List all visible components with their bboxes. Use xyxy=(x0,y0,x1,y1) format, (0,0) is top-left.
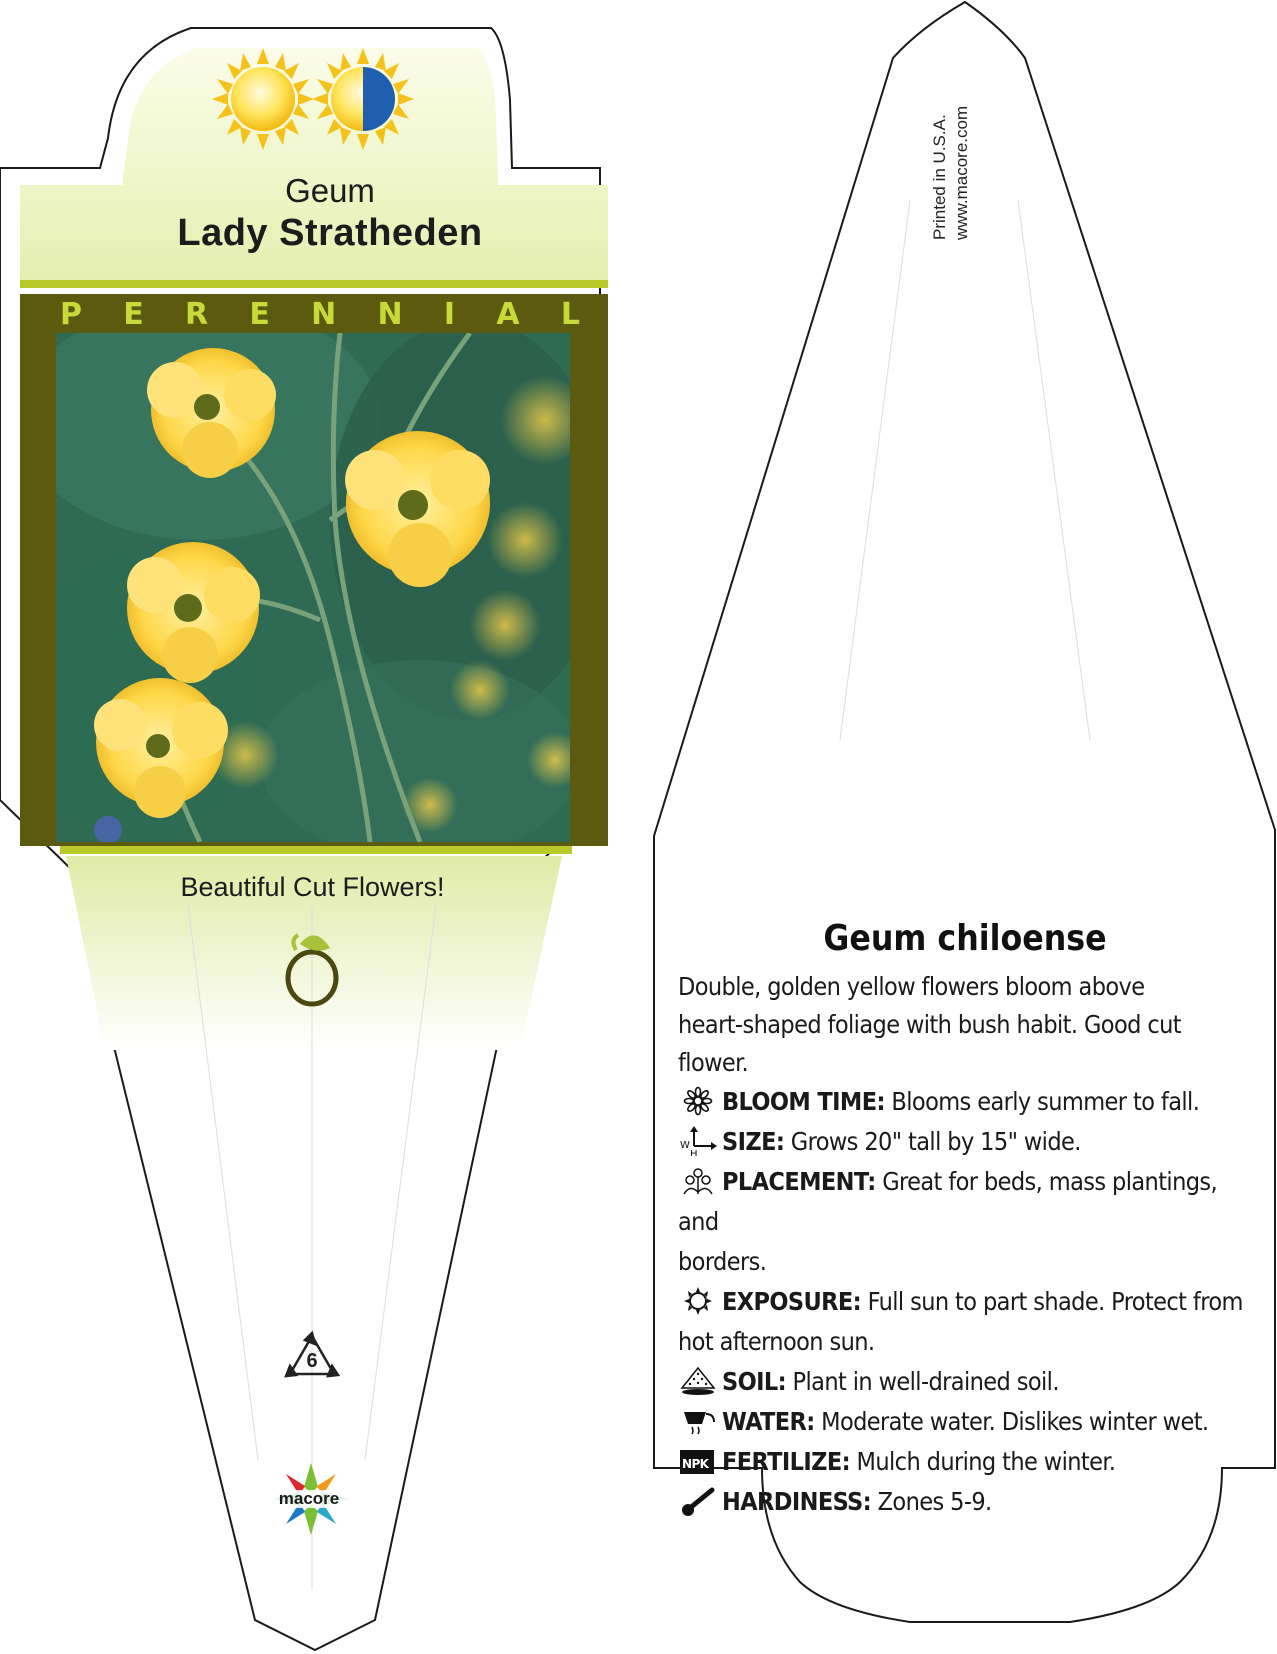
recycle-code: 6 xyxy=(306,1350,318,1372)
description-line: heart-shaped foliage with bush habit. Good cut flower. xyxy=(678,1010,1181,1077)
attr-label: WATER: xyxy=(722,1407,815,1436)
care-info xyxy=(678,968,1248,1522)
attr-exposure xyxy=(678,1282,1248,1322)
category-letter: N xyxy=(311,297,337,332)
category-letter: R xyxy=(185,297,209,332)
attr-text: Mulch during the winter. xyxy=(850,1447,1116,1476)
attr-exposure-cont: hot afternoon sun. xyxy=(678,1327,875,1356)
website: www.macore.com xyxy=(952,105,971,240)
full-sun-icon xyxy=(212,48,314,150)
attr-bloom-time xyxy=(678,1082,1248,1122)
attr-label: FERTILIZE: xyxy=(722,1447,851,1476)
category-letter: N xyxy=(377,297,403,332)
attr-water xyxy=(678,1402,1248,1442)
placement-icon xyxy=(678,1166,718,1196)
tagline: Beautiful Cut Flowers! xyxy=(180,872,445,902)
description-line: Double, golden yellow flowers bloom above xyxy=(678,972,1145,1001)
flower-icon xyxy=(678,1086,718,1116)
size-h: H xyxy=(690,1149,697,1156)
category-letter: E xyxy=(123,297,144,332)
attr-text: Blooms early summer to fall. xyxy=(884,1087,1200,1116)
category-letter: A xyxy=(496,297,520,332)
attr-size xyxy=(678,1122,1248,1162)
attr-text: Full sun to part shade. Protect from xyxy=(861,1287,1243,1316)
lime-stripe-bottom xyxy=(60,846,572,854)
npk-label: NPK xyxy=(682,1457,709,1471)
attr-text: Plant in well-drained soil. xyxy=(786,1367,1059,1396)
printer-info xyxy=(929,50,973,240)
size-icon xyxy=(678,1126,718,1156)
attr-fertilize xyxy=(678,1442,1248,1482)
attr-label: EXPOSURE: xyxy=(722,1287,862,1316)
attr-hardiness xyxy=(678,1482,1248,1522)
flower-photo xyxy=(20,300,610,860)
attr-text: Zones 5-9. xyxy=(871,1487,992,1516)
category-letter: E xyxy=(249,297,270,332)
sun-icon xyxy=(678,1286,718,1316)
attr-placement xyxy=(678,1162,1248,1242)
fertilizer-icon xyxy=(678,1446,718,1476)
soil-icon xyxy=(678,1366,718,1396)
botanical-name: Geum chiloense xyxy=(823,918,1107,959)
attr-label: PLACEMENT: xyxy=(722,1167,876,1196)
brand-logo-text: macore xyxy=(272,1490,346,1508)
category-label xyxy=(60,297,580,332)
attr-text: Grows 20" tall by 15" wide. xyxy=(784,1127,1081,1156)
thermometer-icon xyxy=(678,1486,718,1516)
genus-name: Geum xyxy=(285,172,375,209)
attr-label: SIZE: xyxy=(722,1127,785,1156)
attr-label: BLOOM TIME: xyxy=(722,1087,885,1116)
attr-label: HARDINESS: xyxy=(722,1487,872,1516)
attr-label: SOIL: xyxy=(722,1367,787,1396)
attr-text: Great for beds, mass plantings, and xyxy=(678,1167,1218,1236)
size-w: W xyxy=(680,1140,690,1151)
attr-soil xyxy=(678,1362,1248,1402)
attr-text: Moderate water. Dislikes winter wet. xyxy=(814,1407,1209,1436)
attr-placement-cont: borders. xyxy=(678,1247,767,1276)
water-icon xyxy=(678,1406,718,1436)
category-letter: L xyxy=(560,297,580,332)
cultivar-name: Lady Stratheden xyxy=(177,212,483,254)
lime-stripe-top xyxy=(20,280,608,288)
category-letter: P xyxy=(60,297,82,332)
printed-in: Printed in U.S.A. xyxy=(930,114,949,240)
category-letter: I xyxy=(443,297,456,332)
part-shade-icon xyxy=(312,48,414,150)
